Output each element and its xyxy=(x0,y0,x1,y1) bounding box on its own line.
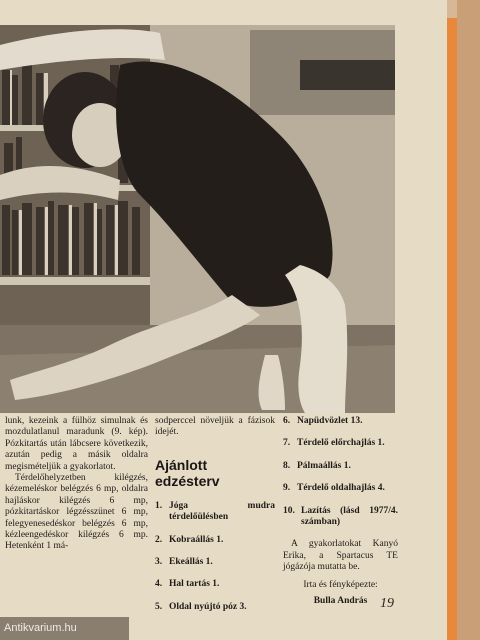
list-item: 3. Ekeállás 1. xyxy=(155,557,213,568)
photo-credit: Irta és fényképezte: xyxy=(303,579,378,590)
body-paragraph: Térdelőhelyzetben kilégzés, kézemeléskor belégzés 6 mp, oldalra hajláskor kilégzés 6 mp, pózkitartáskor légzésszünet 6 mp, felegyenesedéskor belégzés 6 mp, kézleengedéskor kilégzés 6 mp. Hetenként 1 má- xyxy=(5,473,148,552)
list-item: 1. Jóga mudra térdelőülésben xyxy=(155,500,275,523)
credit-text: A gyakorlatokat Kanyó Erika, a Spartacus TE jógázója mutatta be. xyxy=(283,539,398,573)
list-item: 9. Térdelő oldalhajlás 4. xyxy=(283,483,385,494)
training-plan-list xyxy=(155,501,275,613)
list-item: 6. Napüdvözlet 13. xyxy=(283,416,363,426)
yoga-photo xyxy=(0,25,395,413)
body-paragraph: lunk, kezeink a fülhöz simulnak és mozdulatlanul maradunk (9. kép). Pózkitartás után lábcsere következik, azután pedig a másik oldalra megismételjük a gyakorlatot. xyxy=(5,416,148,472)
author-name: Bulla András xyxy=(313,596,368,607)
page-number: 19 xyxy=(380,596,394,611)
list-item: 8. Pálmaállás 1. xyxy=(283,460,351,471)
section-heading: Ajánlott edzésterv xyxy=(155,456,220,489)
list-item: 4. Hal tartás 1. xyxy=(155,579,220,590)
training-plan-list-continued xyxy=(283,416,398,528)
list-item: 10. Lazítás (lásd 1977/4. számban) xyxy=(283,505,398,528)
text-column-2 xyxy=(155,416,275,624)
body-paragraph: sodperccel növeljük a fázisok idejét. xyxy=(155,416,275,438)
text-column-3 xyxy=(283,416,398,607)
list-item: 5. Oldal nyújtó póz 3. xyxy=(155,601,247,612)
watermark: Antikvarium.hu xyxy=(0,617,129,640)
list-item: 7. Térdelő előrchajlás 1. xyxy=(283,438,385,449)
orange-page-edge xyxy=(447,18,457,640)
list-item: 2. Kobraállás 1. xyxy=(155,534,224,545)
background-edge xyxy=(457,0,480,640)
text-column-1 xyxy=(5,416,148,553)
